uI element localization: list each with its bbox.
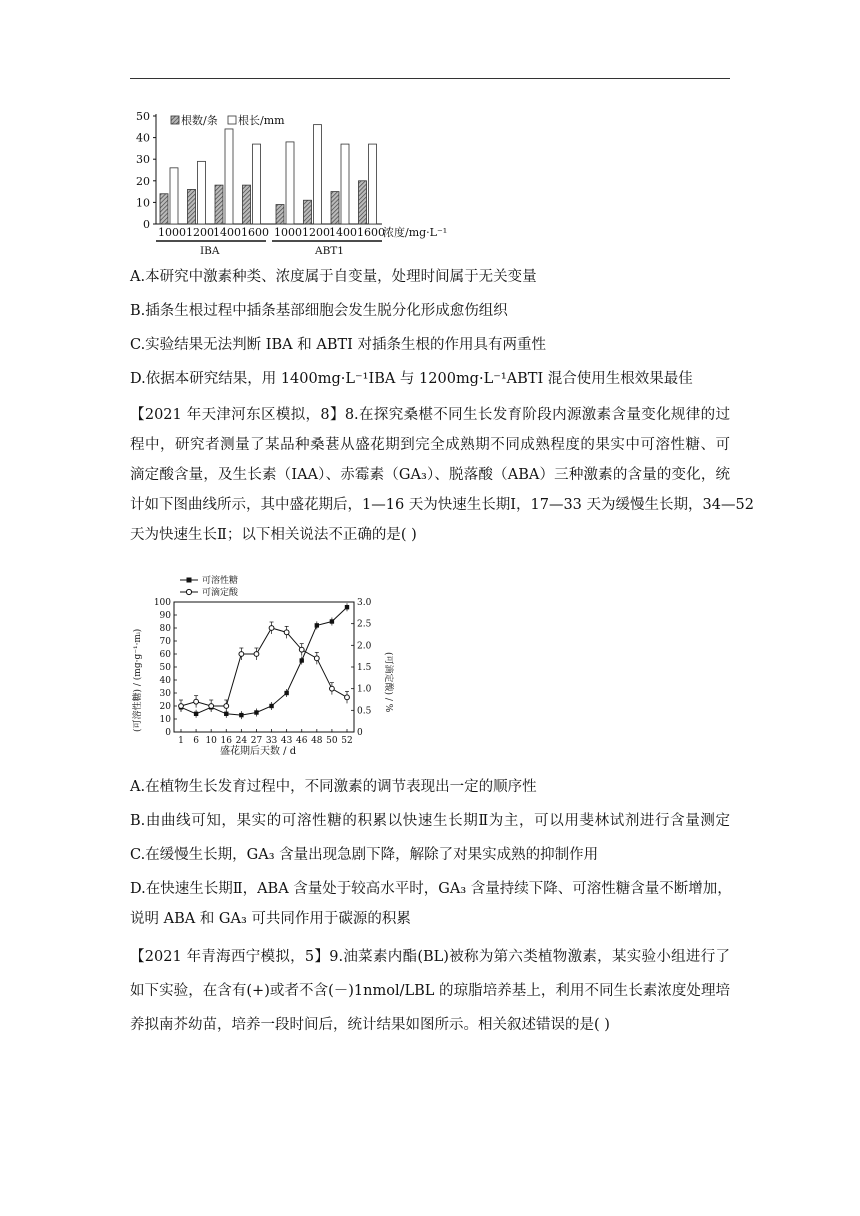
x-tick-label: 16 (220, 736, 232, 746)
q8-line: 计如下图曲线所示，其中盛花期后，1—16 天为快速生长期Ⅰ，17—33 天为缓慢生长期，34—52 (130, 497, 754, 513)
x-tick-label: 24 (235, 736, 248, 746)
left-tick-label: 60 (159, 650, 171, 660)
q8-stem (130, 400, 754, 550)
bar-root-count (243, 185, 251, 224)
bar-root-count (331, 192, 339, 224)
right-axis-label: (可滴定酸) / % (383, 652, 393, 713)
acid-point (330, 686, 335, 691)
left-tick-label: 90 (159, 611, 171, 621)
sugar-point (194, 712, 198, 716)
q8-options (130, 772, 730, 934)
legend-sugar: 可溶性糖 (202, 576, 239, 586)
left-tick-label: 20 (159, 702, 171, 712)
bar-root-count (359, 181, 367, 224)
right-tick-label: 0 (357, 728, 363, 738)
sugar-point (254, 710, 258, 714)
sugar-point (284, 691, 288, 695)
x-tick-label: 14001600 (213, 226, 269, 239)
sugar-acid-line-chart (128, 572, 393, 757)
q9-line: 养拟南芥幼苗，培养一段时间后，统计结果如图所示。相关叙述错误的是( ) (130, 1017, 610, 1033)
left-tick-label: 30 (159, 689, 171, 699)
acid-point (345, 695, 350, 700)
acid-point (179, 704, 184, 709)
bar-root-count (304, 200, 312, 224)
bar-root-length (225, 129, 233, 224)
x-tick-label: 52 (341, 736, 353, 746)
q7-options (130, 262, 730, 394)
q8-line: 滴定酸含量，及生长素（IAA）、赤霉素（GA₃）、脱落酸（ABA）三种激素的含量的变化，统 (130, 467, 730, 483)
bar-root-length (170, 168, 178, 224)
acid-point (254, 652, 259, 657)
group-label-abt1: ABT1 (315, 245, 344, 257)
legend-root-count: 根数/条 (181, 114, 218, 127)
right-tick-label: 1.5 (357, 663, 372, 673)
y-tick-label: 30 (136, 153, 150, 167)
x-tick-label: 14001600 (329, 226, 385, 239)
q7-option-c: C.实验结果无法判断 IBA 和 ABTI 对插条生根的作用具有两重性 (130, 337, 547, 353)
x-tick-label: 27 (250, 736, 263, 746)
x-axis-label: 盛花期后天数 / d (220, 746, 297, 757)
sugar-point (300, 658, 304, 662)
legend-acid-marker (186, 589, 191, 594)
y-tick-label: 50 (136, 110, 150, 123)
left-tick-label: 70 (159, 637, 171, 647)
left-tick-label: 0 (165, 728, 171, 738)
sugar-point (269, 704, 273, 708)
bar-root-count (215, 185, 223, 224)
x-tick-label: 1200 (302, 226, 330, 239)
q7-option-d: D.依据本研究结果，用 1400mg·L⁻¹IBA 与 1200mg·L⁻¹ABTI 混合使用生根效果最佳 (130, 371, 693, 387)
left-tick-label: 50 (159, 663, 171, 673)
y-tick-label: 40 (136, 131, 150, 145)
sugar-point (315, 623, 319, 627)
q9-stem (130, 942, 730, 1040)
q8-option-b: B.由曲线可知，果实的可溶性糖的积累以快速生长期Ⅱ为主，可以用斐林试剂进行含量测定 (130, 813, 730, 829)
q8-line: 程中，研究者测量了某品种桑葚从盛花期到完全成熟期不同成熟程度的果实中可溶性糖、可 (130, 437, 730, 453)
sugar-point (224, 712, 228, 716)
acid-point (209, 704, 214, 709)
sugar-series-line (181, 607, 347, 715)
bar-root-count (160, 194, 168, 224)
legend-root-count-swatch (171, 116, 179, 124)
plot-frame (174, 602, 354, 732)
acid-point (269, 626, 274, 631)
bar-root-count (276, 205, 284, 224)
x-tick-label: 48 (311, 736, 323, 746)
x-tick-label: 1 (178, 736, 184, 746)
y-tick-label: 20 (136, 174, 150, 188)
left-tick-label: 10 (159, 715, 171, 725)
acid-point (284, 630, 289, 635)
left-tick-label: 80 (159, 624, 171, 634)
q7-option-b: B.插条生根过程中插条基部细胞会发生脱分化形成愈伤组织 (130, 303, 508, 319)
sugar-point (345, 605, 349, 609)
bar-root-length (286, 142, 294, 224)
legend-sugar-marker (187, 578, 192, 583)
q9-line: 【2021 年青海西宁模拟，5】9.油菜素内酯(BL)被称为第六类植物激素，某实验小组进行了 (130, 949, 730, 965)
group-label-iba: IBA (200, 245, 220, 257)
x-tick-label: 1000 (274, 226, 302, 239)
q8-option-c: C.在缓慢生长期，GA₃ 含量出现急剧下降，解除了对果实成熟的抑制作用 (130, 847, 599, 863)
q7-option-a: A.本研究中激素种类、浓度属于自变量，处理时间属于无关变量 (130, 269, 537, 285)
legend-acid: 可滴定酸 (202, 588, 239, 598)
bar-root-length (369, 144, 377, 224)
q8-option-d: D.在快速生长期Ⅱ，ABA 含量处于较高水平时，GA₃ 含量持续下降、可溶性糖含量不断增加， (130, 881, 732, 897)
acid-point (299, 647, 304, 652)
bar-root-length (198, 161, 206, 224)
x-axis-label: 浓度/mg·L⁻¹ (383, 226, 448, 239)
left-tick-label: 100 (153, 598, 171, 608)
acid-series-line (181, 628, 347, 706)
y-tick-label: 10 (136, 196, 150, 210)
y-tick-label: 0 (143, 218, 150, 231)
left-tick-label: 40 (159, 676, 171, 686)
left-axis-label: (可溶性糖) / (mg·g⁻¹·mᵢ) (133, 628, 143, 732)
acid-point (239, 652, 244, 657)
right-tick-label: 1.0 (357, 684, 372, 695)
sugar-point (330, 619, 334, 623)
bar-root-length (253, 144, 261, 224)
q8-line: 【2021 年天津河东区模拟，8】8.在探究桑椹不同生长发育阶段内源激素含量变化规律的过 (130, 407, 730, 423)
acid-point (194, 699, 199, 704)
x-tick-label: 50 (326, 736, 338, 746)
bar-root-length (314, 125, 322, 224)
acid-point (224, 704, 229, 709)
sugar-point (239, 713, 243, 717)
x-tick-label: 1200 (186, 226, 214, 239)
x-tick-label: 1000 (158, 226, 186, 239)
q9-line: 如下实验，在含有(+)或者不含(－)1nmol/LBL 的琼脂培养基上，利用不同生长素浓度处理培 (130, 983, 730, 999)
right-tick-label: 0.5 (357, 706, 372, 717)
legend-root-length-swatch (228, 116, 236, 124)
header-rule (130, 78, 730, 79)
x-tick-label: 46 (296, 736, 308, 746)
right-tick-label: 2.5 (357, 619, 372, 630)
acid-point (314, 656, 319, 661)
right-tick-label: 2.0 (357, 641, 372, 652)
q8-option-a: A.在植物生长发育过程中，不同激素的调节表现出一定的顺序性 (130, 779, 537, 795)
rooting-bar-chart (128, 108, 458, 258)
x-tick-label: 43 (280, 736, 293, 746)
x-tick-label: 10 (205, 736, 217, 746)
bar-root-length (341, 144, 349, 224)
x-tick-label: 6 (193, 736, 199, 746)
legend-root-length: 根长/mm (238, 114, 285, 127)
bar-root-count (188, 189, 196, 224)
q8-line: 天为快速生长Ⅱ；以下相关说法不正确的是( ) (130, 527, 417, 543)
q8-option-d-cont: 说明 ABA 和 GA₃ 可共同作用于碳源的积累 (130, 911, 411, 927)
x-tick-label: 33 (265, 736, 278, 746)
right-tick-label: 3.0 (357, 598, 372, 608)
